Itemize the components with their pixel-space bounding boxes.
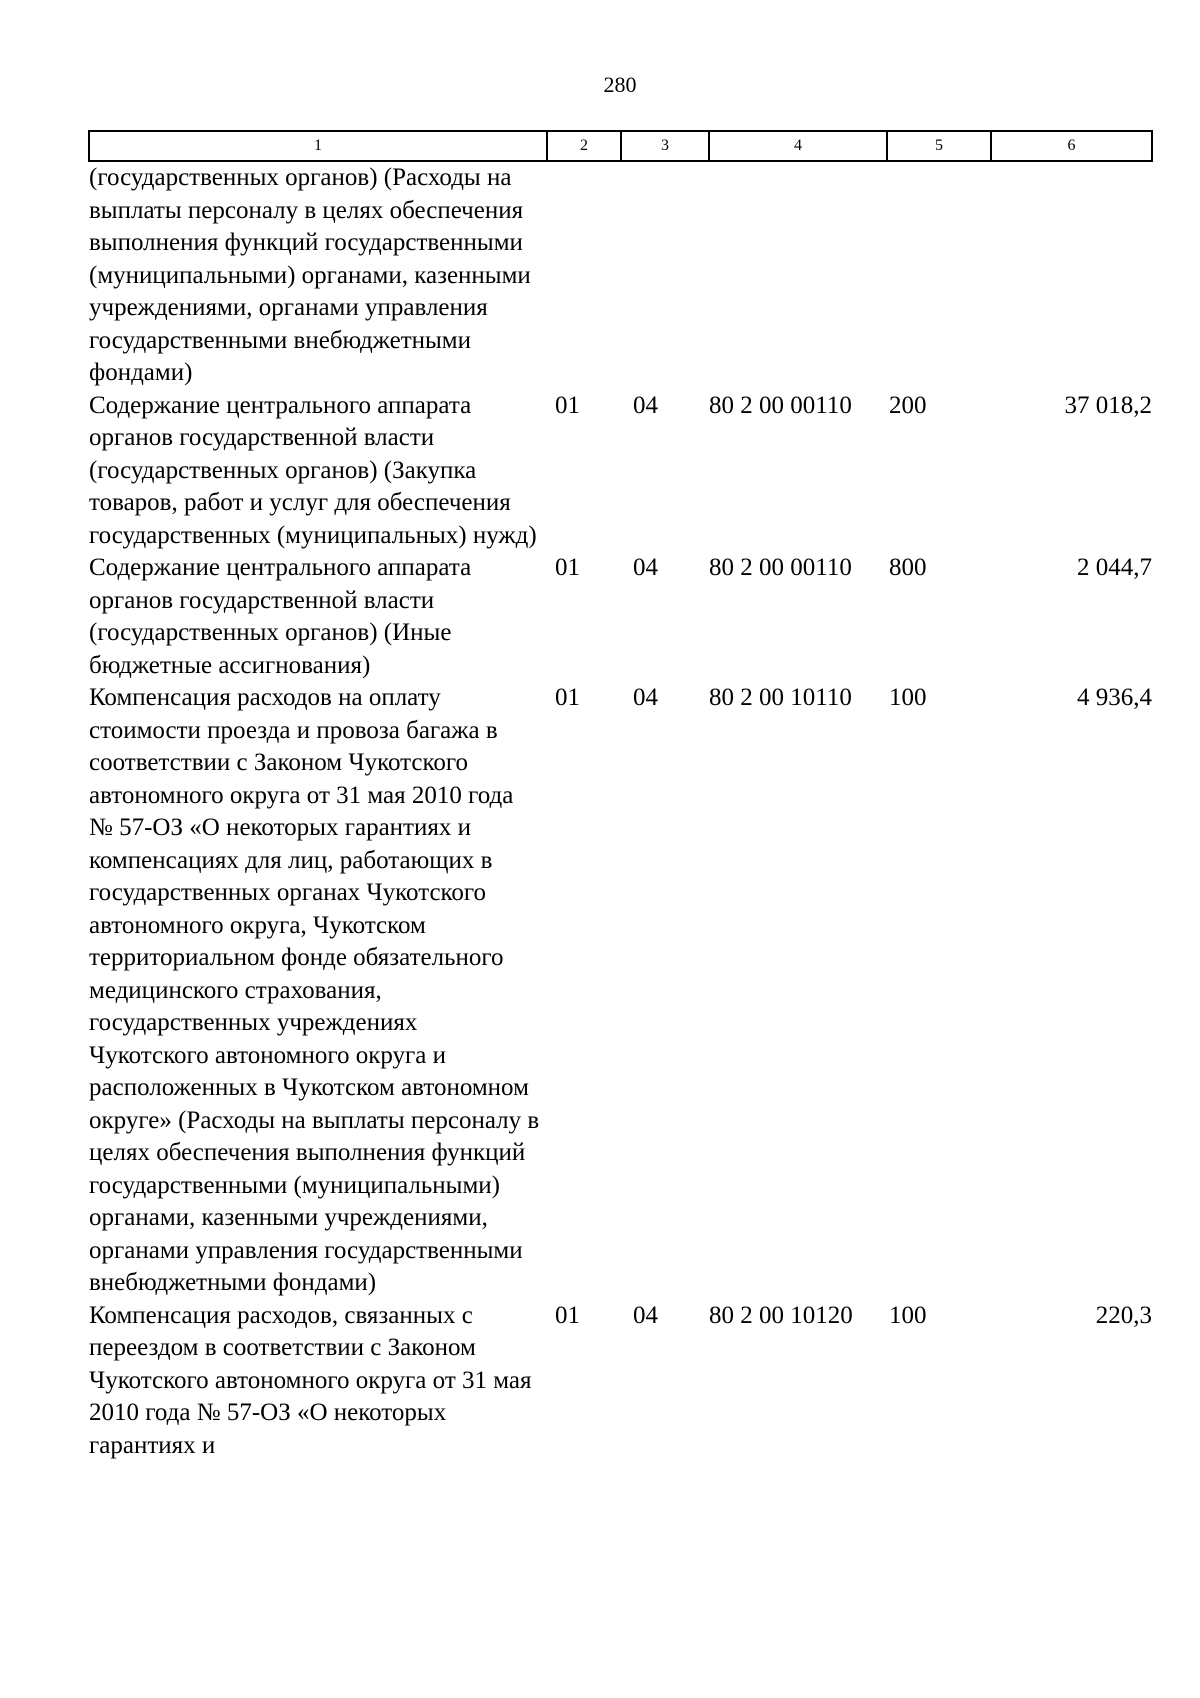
column-header-4: 4 (709, 131, 887, 161)
row-expense-type: 100 (889, 684, 927, 711)
row-amount: 220,3 (1095, 1301, 1152, 1329)
row-target-article: 80 2 00 10110 (709, 684, 852, 711)
row-name: Содержание центрального аппарата органов государственной власти (государственных органов) (Иные бюджетные ассигнования) (89, 554, 472, 679)
column-header-2: 2 (547, 131, 621, 161)
row-section: 01 (555, 391, 580, 419)
row-subsection: 04 (633, 1301, 658, 1329)
row-subsection: 04 (633, 554, 658, 581)
row-amount: 4 936,4 (1077, 684, 1152, 711)
row-name: (государственных органов) (Расходы на выплаты персоналу в целях обеспечения выполнения функций государственными (муниципальными) органами, казенными учреждениями, органами управления государственными внебюджетными фондами) (89, 164, 531, 386)
table-row (89, 161, 1152, 390)
row-section: 01 (555, 554, 580, 581)
row-expense-type: 200 (889, 391, 927, 419)
header-row (89, 131, 1152, 161)
row-target-article: 80 2 00 00110 (709, 554, 852, 581)
row-section: 01 (555, 1301, 580, 1329)
row-name: Компенсация расходов на оплату стоимости проезда и провоза багажа в соответствии с Законом Чукотского автономного округа от 31 мая 2010 года № 57-ОЗ «О некоторых гарантиях и компенсациях для лиц, работающих в государственных органах Чукотского автономного округа, Чукотском территориальном фонде обязательного медицинского страхования, государственных учреждениях Чукотского автономного округа и расположенных в Чукотском автономном округе» (Расходы на выплаты персоналу в целях обеспечения выполнения функций государственными (муниципальными) органами, казенными учреждениями, органами управления государственными внебюджетными фондами) (89, 684, 540, 1296)
row-section: 01 (555, 684, 580, 711)
page-number: 280 (603, 72, 637, 97)
row-expense-type: 100 (889, 1301, 927, 1329)
row-subsection: 04 (633, 391, 658, 419)
table-row (89, 1300, 1152, 1463)
row-target-article (709, 161, 887, 390)
column-header-5: 5 (887, 131, 991, 161)
row-name: Содержание центрального аппарата органов государственной власти (государственных органов) (Закупка товаров, работ и услуг для обеспечения государственных (муниципальных) нужд) (89, 391, 537, 549)
budget-table (88, 130, 1153, 1462)
row-target-article: 80 2 00 00110 (709, 391, 852, 419)
row-section (547, 161, 621, 390)
row-subsection (621, 161, 709, 390)
column-header-1: 1 (89, 131, 547, 161)
row-amount (991, 161, 1152, 390)
table-body (89, 161, 1152, 1462)
row-amount: 2 044,7 (1077, 554, 1152, 581)
table-row (89, 682, 1152, 1300)
row-amount: 37 018,2 (1064, 391, 1152, 419)
table-header (89, 131, 1152, 161)
row-expense-type (887, 161, 991, 390)
row-name: Компенсация расходов, связанных с переездом в соответствии с Законом Чукотского автономного округа от 31 мая 2010 года № 57-ОЗ «О некоторых гарантиях и (89, 1301, 532, 1459)
column-header-6: 6 (991, 131, 1152, 161)
row-expense-type: 800 (889, 554, 927, 581)
row-subsection: 04 (633, 684, 658, 711)
column-header-3: 3 (621, 131, 709, 161)
table-row (89, 552, 1152, 682)
row-target-article: 80 2 00 10120 (709, 1301, 853, 1329)
table-row (89, 390, 1152, 553)
